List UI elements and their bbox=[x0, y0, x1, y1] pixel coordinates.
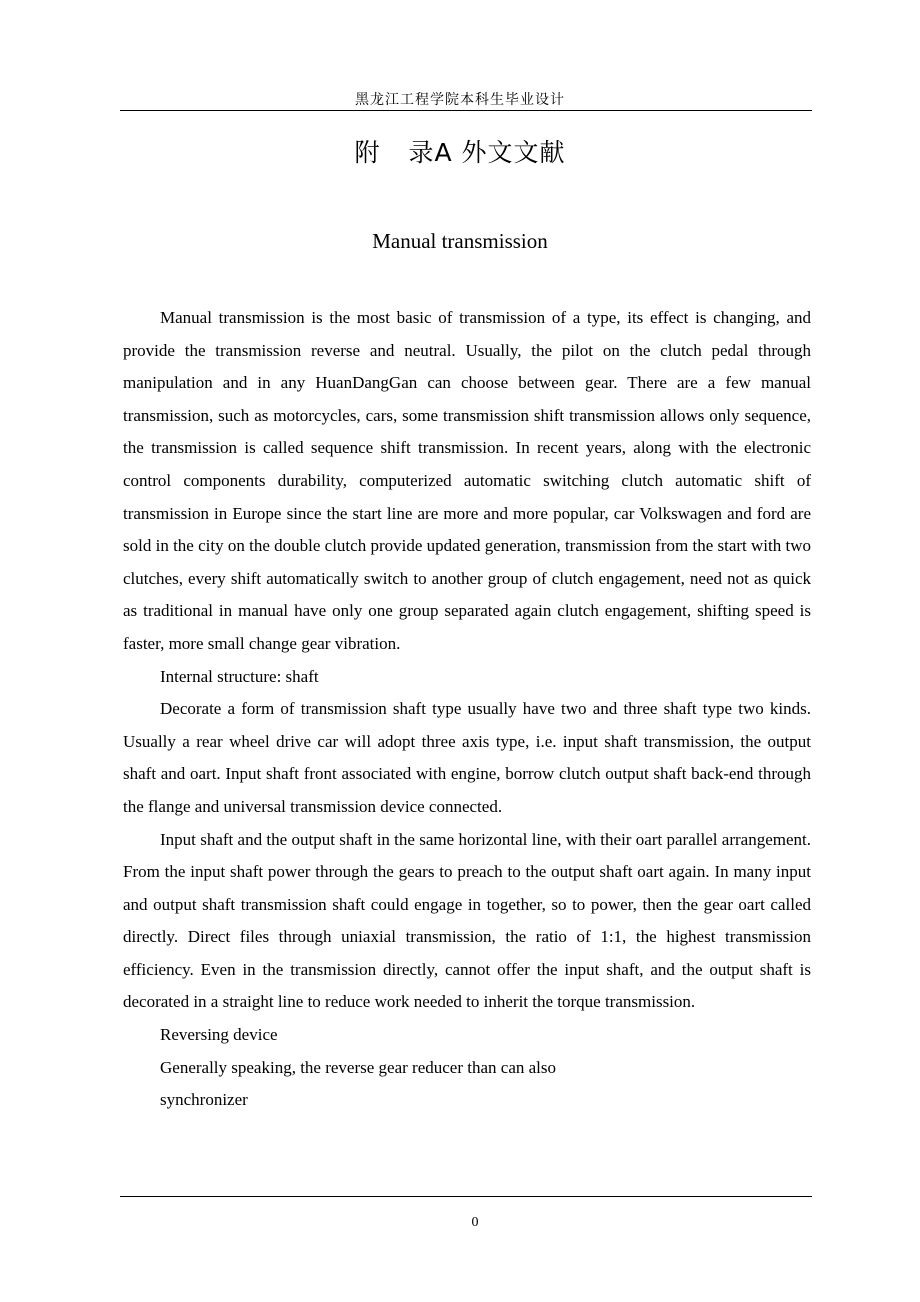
document-title: Manual transmission bbox=[372, 229, 548, 253]
footer-rule bbox=[120, 1196, 812, 1197]
header-rule bbox=[120, 110, 812, 111]
paragraph-intro: Manual transmission is the most basic of transmission of a type, its effect is changing, and provide the transmission reverse and neutral. Usually, the pilot on the clutch pedal through manipulation and in any HuanDangGan can choose between gear. There are a few manual transmission, such as motorcycles, cars, some transmission shift transmission allows only sequence, the transmission is called sequence shift transmission. In recent years, along with the electronic control components durability, computerized automatic switching clutch automatic shift of transmission in Europe since the start line are more and more popular, car Volkswagen and ford are sold in the city on the double clutch provide updated generation, transmission from the start with two clutches, every shift automatically switch to another group of clutch engagement, need not as quick as traditional in manual have only one group separated again clutch engagement, shifting speed is faster, more small change gear vibration. bbox=[123, 308, 811, 653]
paragraph-shaft-types: Decorate a form of transmission shaft type usually have two and three shaft type two kinds. Usually a rear wheel drive car will adopt three axis type, i.e. input shaft transmission, the output shaft and oart. Input shaft front associated with engine, borrow clutch output shaft back-end through the flange and universal transmission device connected. bbox=[123, 699, 811, 816]
subheading-synchronizer: synchronizer bbox=[160, 1090, 248, 1110]
appendix-title bbox=[0, 133, 920, 169]
subheading-internal-structure: Internal structure: shaft bbox=[160, 666, 319, 686]
paragraph-reverse-gear: Generally speaking, the reverse gear reducer than can also bbox=[160, 1057, 556, 1077]
appendix-title-part2: 录A 外文文献 bbox=[408, 138, 566, 167]
subheading-reversing-device: Reversing device bbox=[160, 1025, 278, 1045]
appendix-title-part1: 附 bbox=[354, 138, 381, 167]
page-number: 0 bbox=[471, 1215, 479, 1230]
document-body bbox=[123, 302, 811, 1117]
paragraph-input-output-shaft: Input shaft and the output shaft in the same horizontal line, with their oart parallel arrangement. From the input shaft power through the gears to preach to the output shaft oart again. In many input and output shaft transmission shaft could engage in together, so to power, then the gear oart called directly. Direct files through uniaxial transmission, the ratio of 1:1, the highest transmission efficiency. Even in the transmission directly, cannot offer the input shaft, and the output shaft is decorated in a straight line to reduce work needed to inherit the torque transmission. bbox=[123, 829, 811, 1012]
page-header: 黑龙江工程学院本科生毕业设计 bbox=[355, 92, 565, 108]
